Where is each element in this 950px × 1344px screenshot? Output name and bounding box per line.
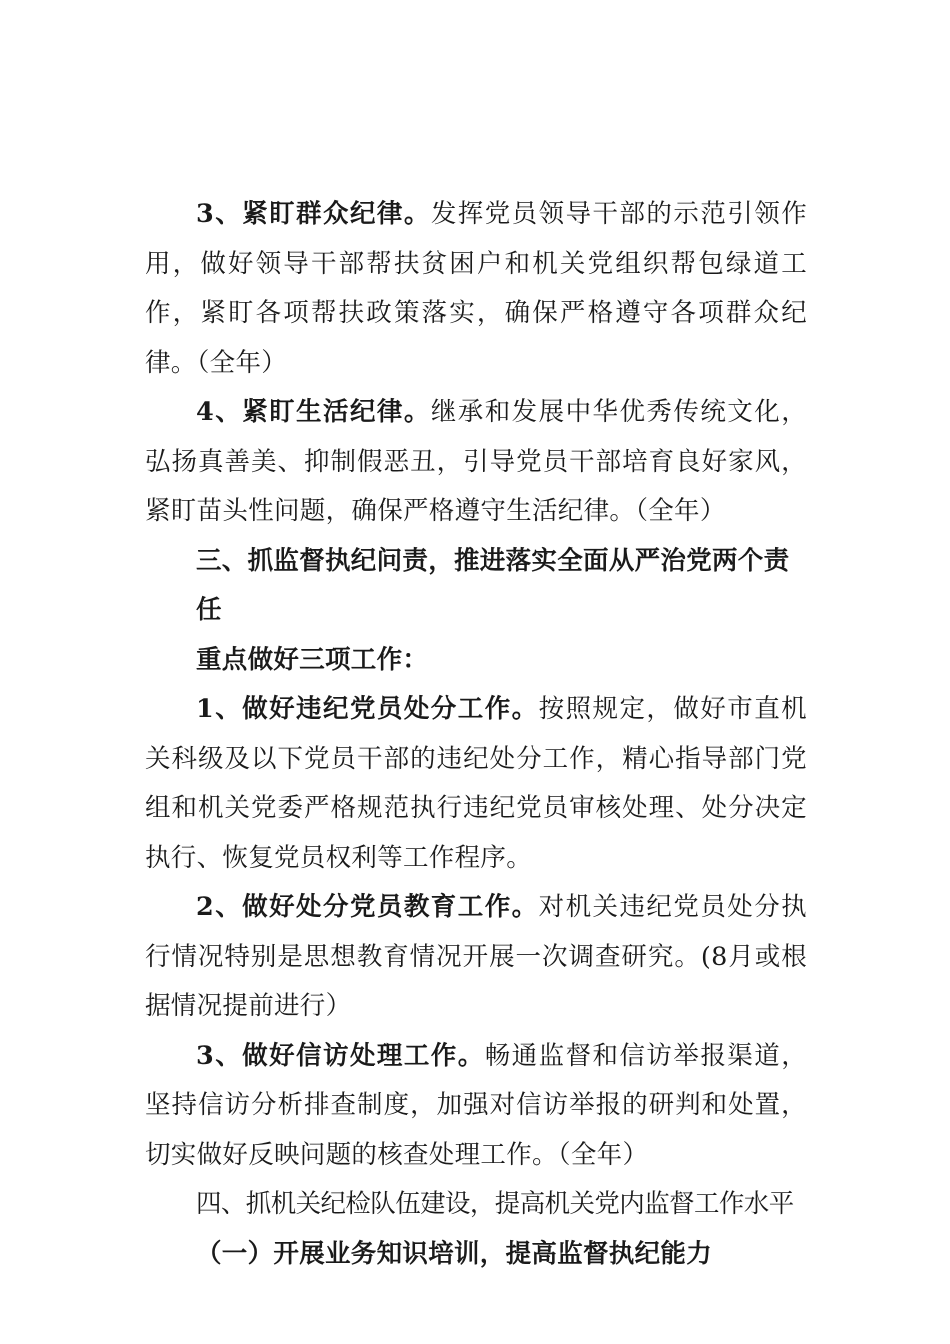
paragraph-lead: 2、做好处分党员教育工作。	[196, 892, 539, 922]
document-page	[145, 190, 807, 1279]
section-heading-supervision-cont: 重点做好三项工作：	[196, 644, 429, 675]
paragraph-petition-work	[145, 1032, 807, 1181]
paragraph-education-work	[145, 883, 807, 1032]
paragraph-body: 发挥党员领导干部的示范引领作用，做好领导干部帮扶贫困户和机关党组织帮包绿道工作，紧盯各项帮扶政策落实，确保严格遵守各项群众纪律。（全年）	[145, 199, 807, 378]
paragraph-mass-discipline	[145, 190, 807, 388]
section-heading-supervision: 三、抓监督执纪问责，推进落实全面从严治党两个责任	[196, 545, 790, 625]
paragraph-lead: 4、紧盯生活纪律。	[196, 397, 431, 427]
paragraph-punishment-work	[145, 685, 807, 883]
paragraph-body: 按照规定，做好市直机关科级及以下党员干部的违纪处分工作，精心指导部门党组和机关党委严格规范执行违纪党员审核处理、处分决定执行、恢复党员权利等工作程序。	[145, 694, 807, 873]
section-heading-team-building: 四、抓机关纪检队伍建设，提高机关党内监督工作水平	[196, 1189, 794, 1219]
paragraph-lead: 3、紧盯群众纪律。	[196, 199, 431, 229]
paragraph-lead: 3、做好信访处理工作。	[196, 1040, 485, 1071]
subsection-heading-training: （一）开展业务知识培训，提高监督执纪能力	[196, 1238, 713, 1269]
paragraph-body: 继承和发展中华优秀传统文化，弘扬真善美、抑制假恶丑，引导党员干部培育良好家风，紧盯苗头性问题，确保严格遵守生活纪律。（全年）	[145, 397, 807, 526]
paragraph-body: 对机关违纪党员处分执行情况特别是思想教育情况开展一次调查研究。(8月或根据情况提前进行）	[145, 892, 807, 1021]
paragraph-lead: 1、做好违纪党员处分工作。	[196, 694, 539, 724]
paragraph-body: 畅通监督和信访举报渠道，坚持信访分析排查制度，加强对信访举报的研判和处置，切实做好反映问题的核查处理工作。（全年）	[145, 1040, 807, 1170]
paragraph-life-discipline	[145, 388, 807, 537]
